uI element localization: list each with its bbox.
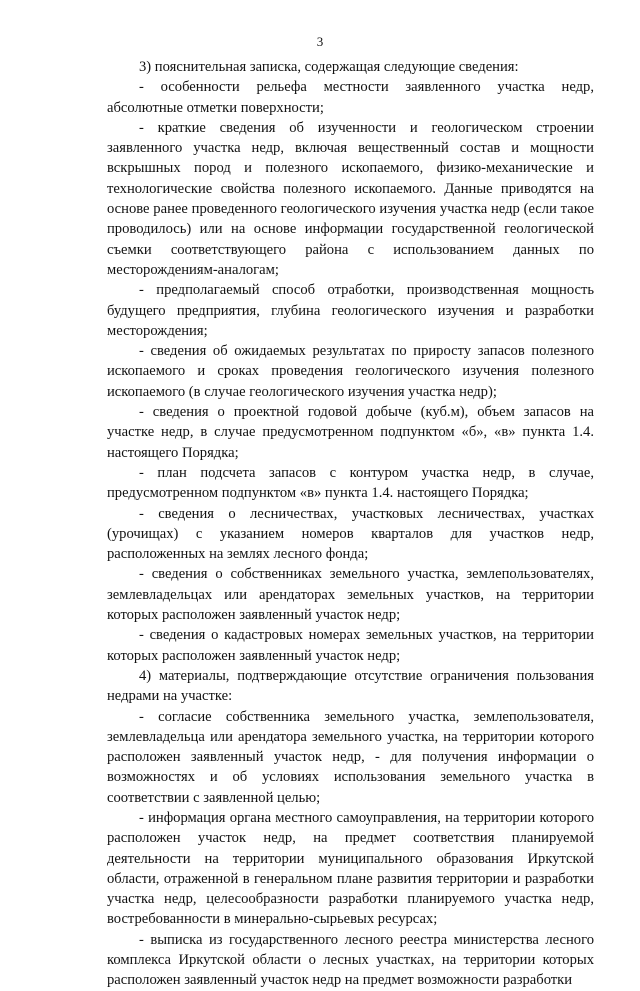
paragraph-relief-features: - особенности рельефа местности заявленного участка недр, абсолютные отметки поверхности; xyxy=(107,79,594,116)
page-number: 3 xyxy=(316,34,324,49)
paragraph-forest-registry-extract: - выписка из государственного лесного реестра министерства лесного комплекса Иркутской области о лесных участках, на территории которых расположен заявленный участок недр на предмет возможности разработки xyxy=(107,931,594,989)
paragraph-mining-method: - предполагаемый способ отработки, производственная мощность будущего предприятия, глубина геологического изучения и разработки месторождения; xyxy=(107,282,594,339)
paragraph-expected-results: - сведения об ожидаемых результатах по приросту запасов полезного ископаемого и сроках проведения геологического изучения полезного ископаемого (в случае геологического изучения участка недр); xyxy=(107,343,594,400)
paragraph-geological-structure: - краткие сведения об изученности и геологическом строении заявленного участка недр, включая вещественный состав и мощности вскрышных пород и полезного ископаемого, физико-механические и технологические свойства полезного ископаемого. Данные приводятся на основе ранее проведенного геологического изучения участка недр (если такое проводилось) или на основе информации государственной геологической съемки соответствующего района с использованием данных по месторождениям-аналогам; xyxy=(107,119,594,278)
paragraph-explanatory-note: 3) пояснительная записка, содержащая следующие сведения: xyxy=(139,59,519,75)
document-body xyxy=(107,57,594,991)
paragraph-land-owners: - сведения о собственниках земельного участка, землепользователях, землевладельцах или арендаторах земельных участков, на территории которых расположен заявленный участок недр; xyxy=(107,566,594,624)
paragraph-restriction-materials: 4) материалы, подтверждающие отсутствие ограничения пользования недрами на участке: xyxy=(107,667,594,705)
paragraph-reserves-plan: - план подсчета запасов с контуром участка недр, в случае, предусмотренном подпунктом «в» пункта 1.4. настоящего Порядка; xyxy=(107,464,594,502)
paragraph-owner-consent: - согласие собственника земельного участка, землепользователя, землевладельца или арендатора земельного участка, на территории которого расположен заявленный участок недр, - для получения информации о возможностях и об условиях использования земельного участка в соответствии с заявленной целью; xyxy=(107,708,594,806)
paragraph-annual-production: - сведения о проектной годовой добыче (куб.м), объем запасов на участке недр, в случае предусмотренном подпунктом «б», «в» пункта 1.4. настоящего Порядка; xyxy=(107,404,594,461)
paragraph-local-authority-info: - информация органа местного самоуправления, на территории которого расположен участок недр, на предмет соответствия планируемой деятельности на территории муниципального образования Иркутской области, отраженной в генеральном плане развития территории и разработки участка недр, целесообразности разработки планируемого участка недр, востребованности в минерально-сырьевых ресурсах; xyxy=(107,809,594,928)
paragraph-forestries: - сведения о лесничествах, участковых лесничествах, участках (урочищах) с указанием номеров кварталов для участков недр, расположенных на землях лесного фонда; xyxy=(107,505,594,563)
paragraph-cadastral-numbers: - сведения о кадастровых номерах земельных участков, на территории которых расположен заявленный участок недр; xyxy=(107,627,594,664)
